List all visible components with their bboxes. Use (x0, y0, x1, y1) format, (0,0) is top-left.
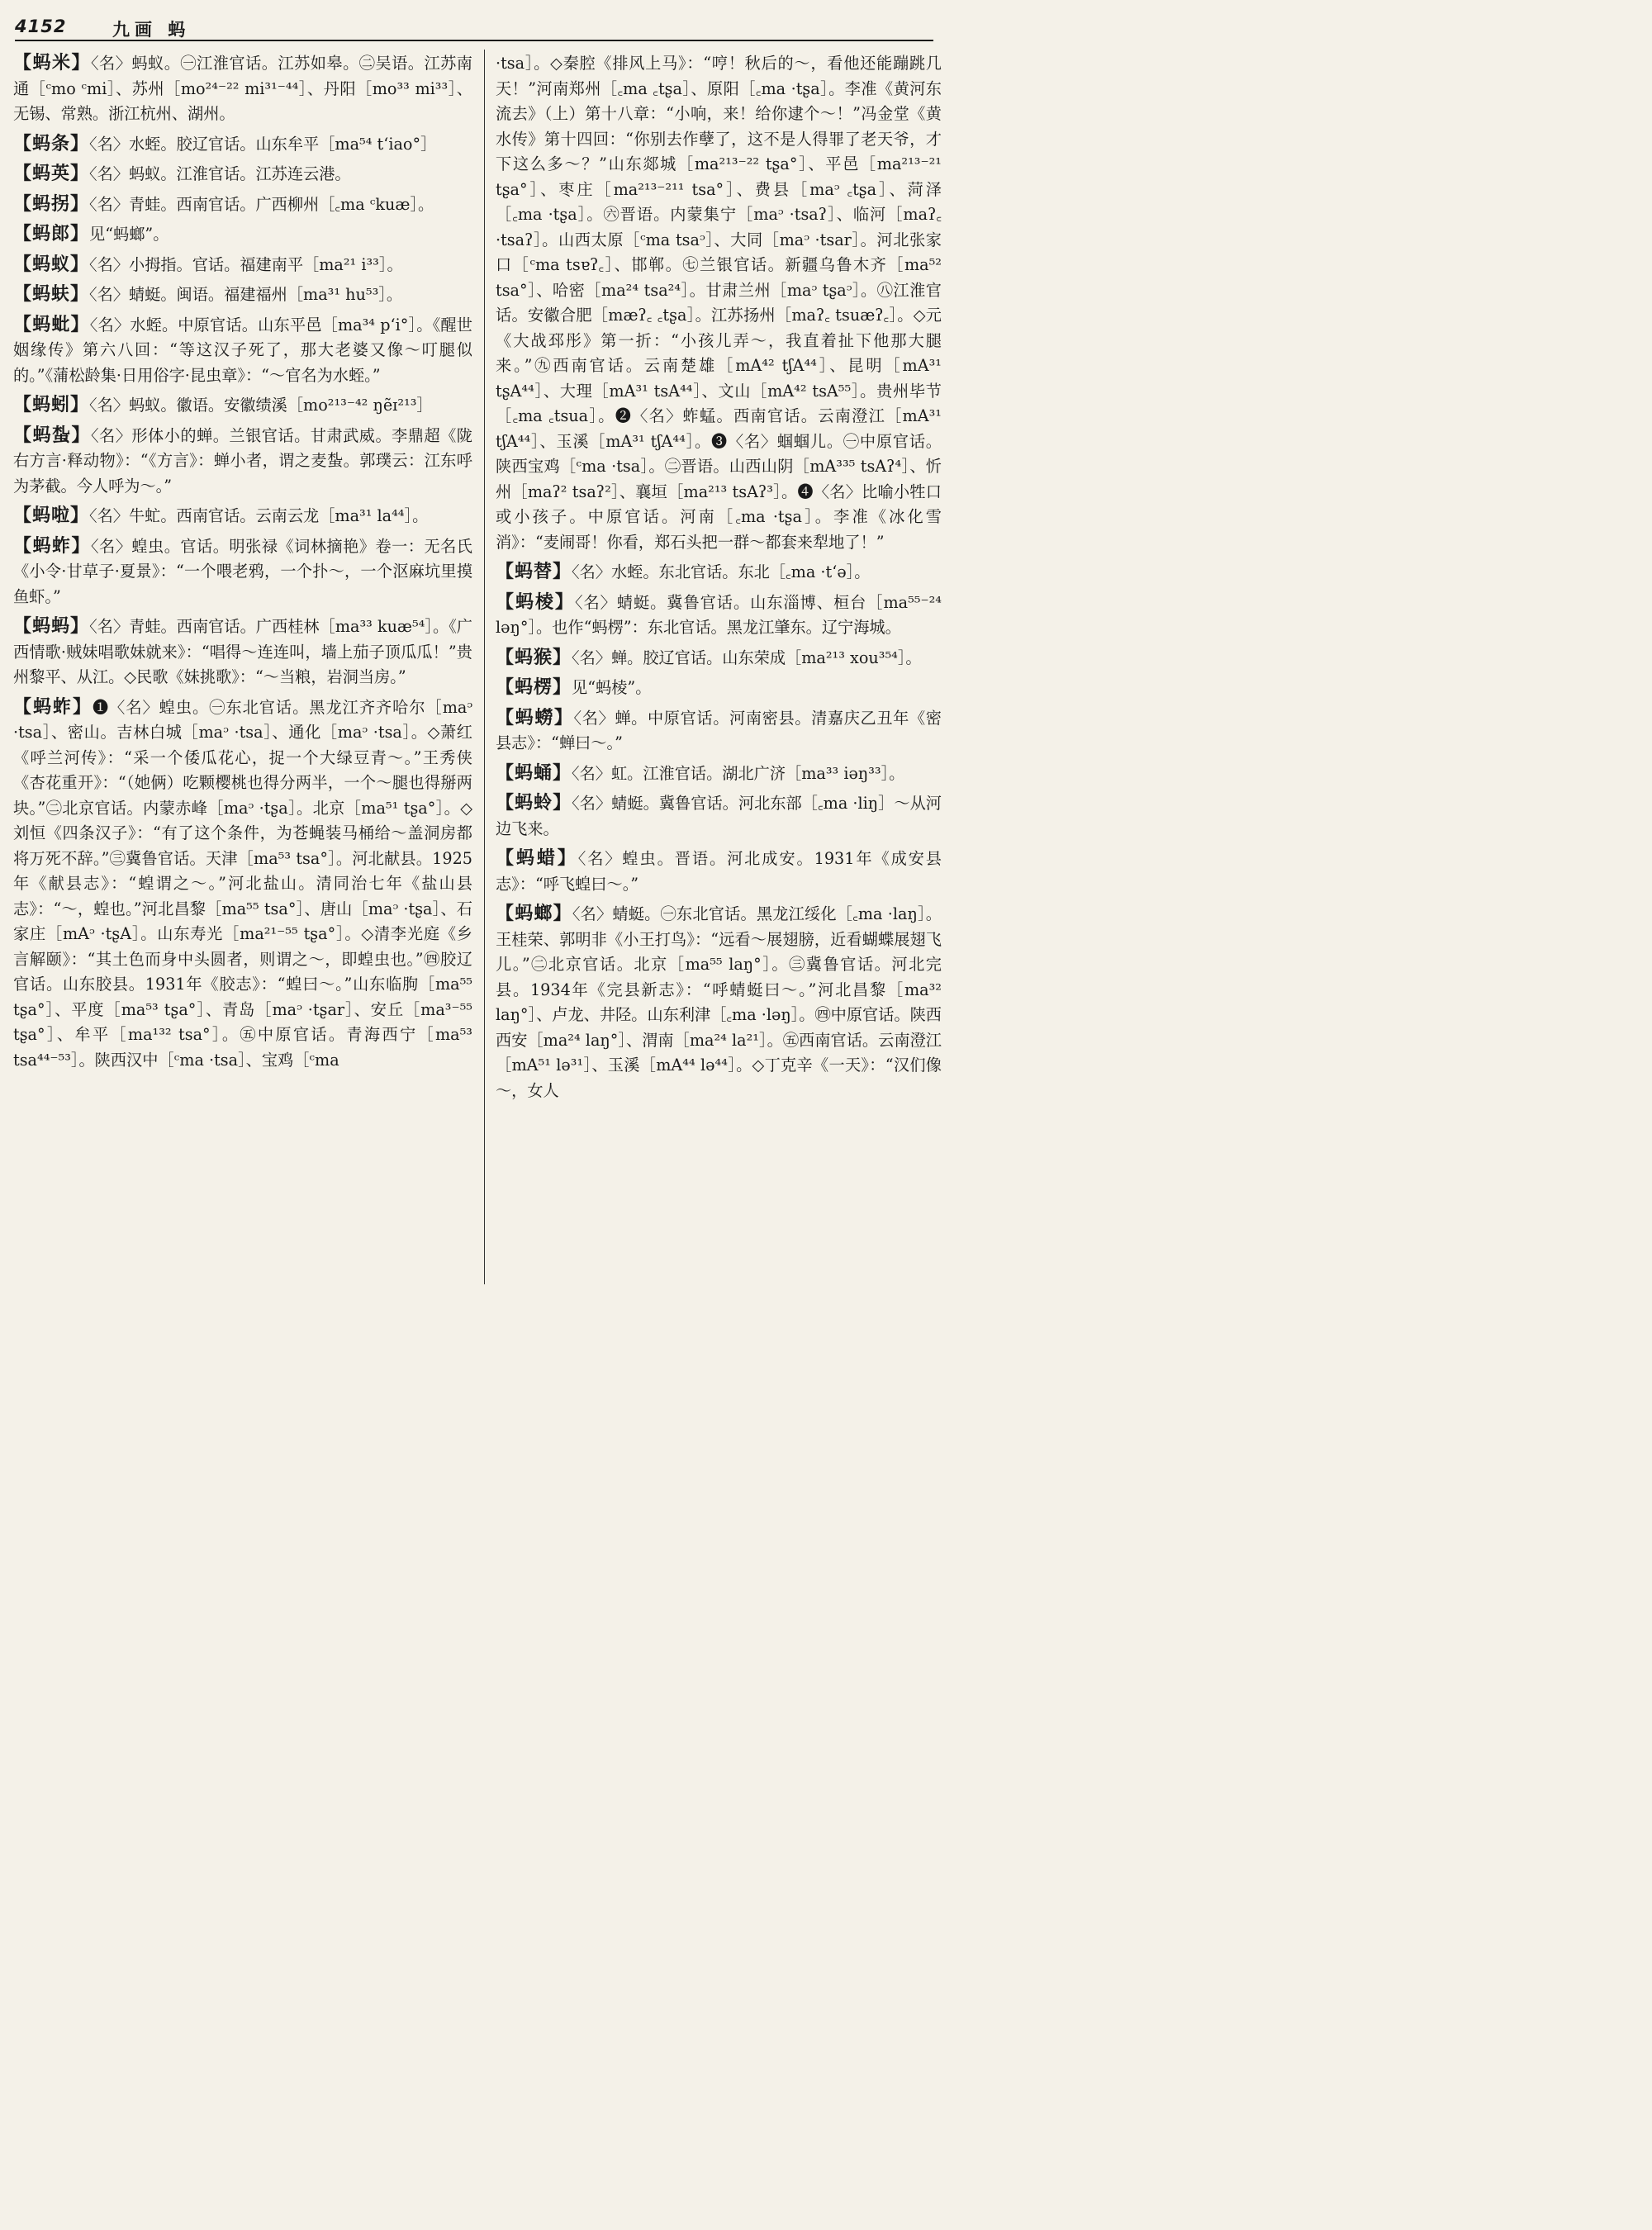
dictionary-entry (496, 560, 942, 586)
entry-headword: 【蚂棱】 (496, 591, 575, 613)
dictionary-entry (496, 847, 942, 897)
dictionary-entry (13, 424, 472, 500)
entry-definition: 〈名〉青蛙。西南官话。广西柳州［꜀ma ᶜkuæ］。 (89, 194, 434, 214)
dictionary-entry (13, 393, 472, 419)
entry-headword: 【蚂拐】 (13, 193, 90, 215)
dictionary-entry (13, 282, 472, 308)
dictionary-entry (13, 132, 472, 158)
entry-definition: 〈名〉虹。江淮官话。湖北广济［ma³³ iəŋ³³］。 (572, 763, 905, 783)
dictionary-entry (13, 504, 472, 529)
dictionary-entry (496, 791, 942, 842)
dictionary-entry (496, 706, 942, 757)
entry-definition: ·tsa］。◇秦腔《排风上马》：“哼！秋后的～，看他还能蹦跳几天！”河南郑州［꜀ma ꜀tʂa］、原阳［꜀ma ·tʂa］。李准《黄河东流去》（上）第十八章：“小响，来！给你逮个～！”冯金堂《黄水传》第十四回：“你别去作孽了，这不是人得罪了老天爷，才下这么多～？”山东郯城［ma²¹³⁻²² tʂa°］、平邑［ma²¹³⁻²¹ tʂa°］、枣庄［ma²¹³⁻²¹¹ tsa°］、费县［maᵓ ꜀tʂa］、菏泽［꜀ma ·tʂa］。㊅晋语。内蒙集宁［maᵓ ·tsaʔ］、临河［maʔ꜀ ·tsaʔ］。山西太原［ᶜma tsaᵓ］、大同［maᵓ ·tsar］。河北张家口［ᶜma tsɐʔ꜀］、邯郸。㊆兰银官话。新疆乌鲁木齐［ma⁵² tsa°］、哈密［ma²⁴ tsa²⁴］。甘肃兰州［maᵓ tʂaᵓ］。㊇江淮官话。安徽合肥［mæʔ꜀ ꜀tʂa］。江苏扬州［maʔ꜀ tsuæʔ꜀］。◇元《大战邳彤》第一折：“小孩儿弄～，我直着扯下他那大腿来。”㊈西南官话。云南楚雄［mA⁴² tʃA⁴⁴］、昆明［mA³¹ tʂA⁴⁴］、大理［mA³¹ tsA⁴⁴］、文山［mA⁴² tsA⁵⁵］。贵州毕节［꜀ma ꜀tsua］。❷〈名〉蚱蜢。西南官话。云南澄江［mA³¹ tʃA⁴⁴］、玉溪［mA³¹ tʃA⁴⁴］。❸〈名〉蝈蝈儿。㊀中原官话。陕西宝鸡［ᶜma ·tsa］。㊁晋语。山西山阴［mA³³⁵ tsAʔ⁴］、忻州［maʔ² tsaʔ²］、襄垣［ma²¹³ tsAʔ³］。❹〈名〉比喻小牲口或小孩子。中原官话。河南［꜀ma ·tʂa］。李准《冰化雪消》：“麦闹哥！你看，郑石头把一群～都套来犁地了！” (496, 54, 942, 552)
entry-definition: 见“蚂棱”。 (572, 678, 652, 697)
dictionary-entry (496, 902, 942, 1103)
dictionary-entry (496, 51, 942, 555)
entry-headword: 【蚂蛹】 (496, 762, 572, 784)
entry-definition: 〈名〉蝗虫。晋语。河北成安。1931年《成安县志》：“呼飞蝗曰～。” (496, 849, 942, 894)
entry-headword: 【蚂螂】 (496, 904, 572, 924)
page-number: 4152 (15, 17, 67, 36)
entry-definition: 〈名〉蝉。中原官话。河南密县。清嘉庆乙丑年《密县志》：“蝉曰～。” (496, 708, 942, 752)
entry-headword: 【蚂条】 (13, 133, 90, 154)
dictionary-entry (496, 591, 942, 641)
entry-headword: 【蚂楞】 (496, 677, 572, 698)
entry-headword: 【蚂蚍】 (13, 314, 90, 335)
entry-headword: 【蚂蚁】 (13, 254, 90, 275)
entry-headword: 【蚂蚓】 (13, 395, 90, 415)
entry-definition: 〈名〉青蛙。西南官话。广西桂林［ma³³ kuæ⁵⁴］。《广西情歌·贼妹唱歌妹就来》：“唱得～连连叫，墙上茄子顶瓜瓜！”贵州黎平、从江。◇民歌《妹挑歌》：“～当粮，岩洞当房。” (13, 617, 472, 686)
entry-headword: 【蚂蚨】 (13, 284, 90, 305)
dictionary-entry (13, 614, 472, 690)
entry-headword: 【蚂蟧】 (496, 707, 574, 728)
entry-headword: 【蚂蚻】 (13, 425, 91, 446)
dictionary-entry (13, 253, 472, 278)
entry-definition: 〈名〉水蛭。中原官话。山东平邑［ma³⁴ pʻi°］。《醒世姻缘传》第六八回：“等这汉子死了，那大老婆又像～叮腿似的。”《蒲松龄集·日用俗字·昆虫章》：“～官名为水蛭。” (13, 315, 472, 385)
entry-definition: 〈名〉水蛭。胶辽官话。山东牟平［ma⁵⁴ tʻiao°］ (89, 134, 437, 154)
left-column (13, 51, 472, 1282)
dictionary-entry (496, 762, 942, 787)
entry-definition: 〈名〉蚂蚁。㊀江淮官话。江苏如皋。㊁吴语。江苏南通［ᶜmo ᶜmi］、苏州［mo²⁴⁻²² mi³¹⁻⁴⁴］、丹阳［mo³³ mi³³］、无锡、常熟。浙江杭州、湖州。 (13, 54, 472, 123)
dictionary-entry (13, 313, 472, 389)
page-header (15, 12, 933, 41)
dictionary-entry (13, 695, 472, 1074)
entry-headword: 【蚂蚂】 (13, 616, 90, 637)
right-column (496, 51, 942, 1282)
section-title: 九画 蚂 (112, 20, 191, 40)
entry-definition: 〈名〉蜻蜓。㊀东北官话。黑龙江绥化［꜀ma ·laŋ］。王桂荣、郭明非《小王打鸟》：“远看～展翅膀，近看蝴蝶展翅飞儿。”㊁北京官话。北京［ma⁵⁵ laŋ°］。㊂冀鲁官话。河北完县。1934年《完县新志》：“呼蜻蜓曰～。”河北昌黎［ma³² laŋ°］、卢龙、井陉。山东利津［꜀ma ·ləŋ］。㊃中原官话。陕西西安［ma²⁴ laŋ°］、渭南［ma²⁴ la²¹］。㊄西南官话。云南澄江［mA⁵¹ lə³¹］、玉溪［mA⁴⁴ lə⁴⁴］。◇丁克辛《一天》：“汉们像～，女人 (496, 904, 942, 1100)
entry-definition: 〈名〉蚂蚁。徽语。安徽绩溪［mo²¹³⁻⁴² ŋẽɪ²¹³］ (89, 396, 433, 415)
entry-definition: 〈名〉牛虻。西南官话。云南云龙［ma³¹ la⁴⁴］。 (89, 506, 429, 525)
entry-headword: 【蚂米】 (13, 53, 91, 74)
dictionary-entry (13, 162, 472, 187)
entry-definition: 〈名〉小拇指。官话。福建南平［ma²¹ i³³］。 (89, 254, 403, 274)
column-divider (484, 50, 485, 1284)
dictionary-entry (13, 534, 472, 610)
entry-headword: 【蚂啦】 (13, 505, 90, 526)
entry-headword: 【蚂郎】 (13, 224, 90, 244)
entry-definition: 见“蚂螂”。 (89, 225, 169, 244)
entry-headword: 【蚂蚱】 (13, 535, 91, 557)
entry-headword: 【蚂替】 (496, 562, 572, 582)
dictionary-entry (13, 192, 472, 218)
entry-definition: 〈名〉水蛭。东北官话。东北［꜀ma ·tʻə］。 (572, 562, 871, 581)
entry-definition: 〈名〉蜻蜓。闽语。福建福州［ma³¹ hu⁵³］。 (89, 285, 403, 304)
entry-definition: ❶〈名〉蝗虫。㊀东北官话。黑龙江齐齐哈尔［maᵓ ·tsa］、密山。吉林白城［maᵓ ·tsa］、通化［maᵓ ·tsa］。◇萧红《呼兰河传》：“采一个倭瓜花心，捉一个大绿豆青～。”王秀侠《杏花重开》：“（她俩）吃颗樱桃也得分两半，一个～腿也得掰两块。”㊁北京官话。内蒙赤峰［maᵓ ·tʂa］。北京［ma⁵¹ tʂa°］。◇刘恒《四条汉子》：“有了这个条件，为苍蝇装马桶给～盖洞房都将万死不辞。”㊂冀鲁官话。天津［ma⁵³ tsa°］。河北献县。1925年《献县志》：“蝗谓之～。”河北盐山。清同治七年《盐山县志》：“～，蝗也。”河北昌黎［ma⁵⁵ tsa°］、唐山［maᵓ ·tʂa］、石家庄［mAᵓ ·tʂA］。山东寿光［ma²¹⁻⁵⁵ tʂa°］。◇清李光庭《乡言解颐》：“其土色而身中头圆者，则谓之～，即蝗虫也。”㊃胶辽官话。山东胶县。1931年《胶志》：“蝗曰～。”山东临朐［ma⁵⁵ tʂa°］、平度［ma⁵³ tʂa°］、青岛［maᵓ ·tʂar］、安丘［ma³⁻⁵⁵ tʂa°］、牟平［ma¹³² tsa°］。㊄中原官话。青海西宁［ma⁵³ tsa⁴⁴⁻⁵³］。陕西汉中［ᶜma ·tsa］、宝鸡［ᶜma (13, 697, 472, 1070)
entry-headword: 【蚂猴】 (496, 647, 572, 668)
entry-definition: 〈名〉形体小的蝉。兰银官话。甘肃武威。李鼎超《陇右方言·释动物》：“《方言》：蝉小者，谓之麦蚻。郭璞云：江东呼为茅截。今人呼为～。” (13, 425, 472, 496)
dictionary-entry (496, 646, 942, 671)
entry-definition: 〈名〉蜻蜓。冀鲁官话。山东淄博、桓台［ma⁵⁵⁻²⁴ ləŋ°］。也作“蚂楞”：东北官话。黑龙江肇东。辽宁海城。 (496, 592, 942, 637)
entry-definition: 〈名〉蜻蜓。冀鲁官话。河北东部［꜀ma ·liŋ］～从河边飞来。 (496, 794, 942, 838)
entry-definition: 〈名〉蚂蚁。江淮官话。江苏连云港。 (89, 164, 351, 183)
entry-headword: 【蚂蚱】 (13, 696, 93, 718)
dictionary-entry (496, 676, 942, 701)
entry-headword: 【蚂蛉】 (496, 793, 572, 814)
entry-headword: 【蚂英】 (13, 164, 90, 184)
entry-definition: 〈名〉蝉。胶辽官话。山东荣成［ma²¹³ xou³⁵⁴］。 (572, 648, 922, 667)
entry-headword: 【蚂蜡】 (496, 848, 578, 869)
dictionary-entry (13, 222, 472, 248)
entry-definition: 〈名〉蝗虫。官话。明张禄《词林摘艳》卷一：无名氏《小令·甘草子·夏景》：“一个喂老鸦，一个扑～，一个沤麻坑里摸鱼虾。” (13, 536, 472, 606)
dictionary-entry (13, 51, 472, 127)
